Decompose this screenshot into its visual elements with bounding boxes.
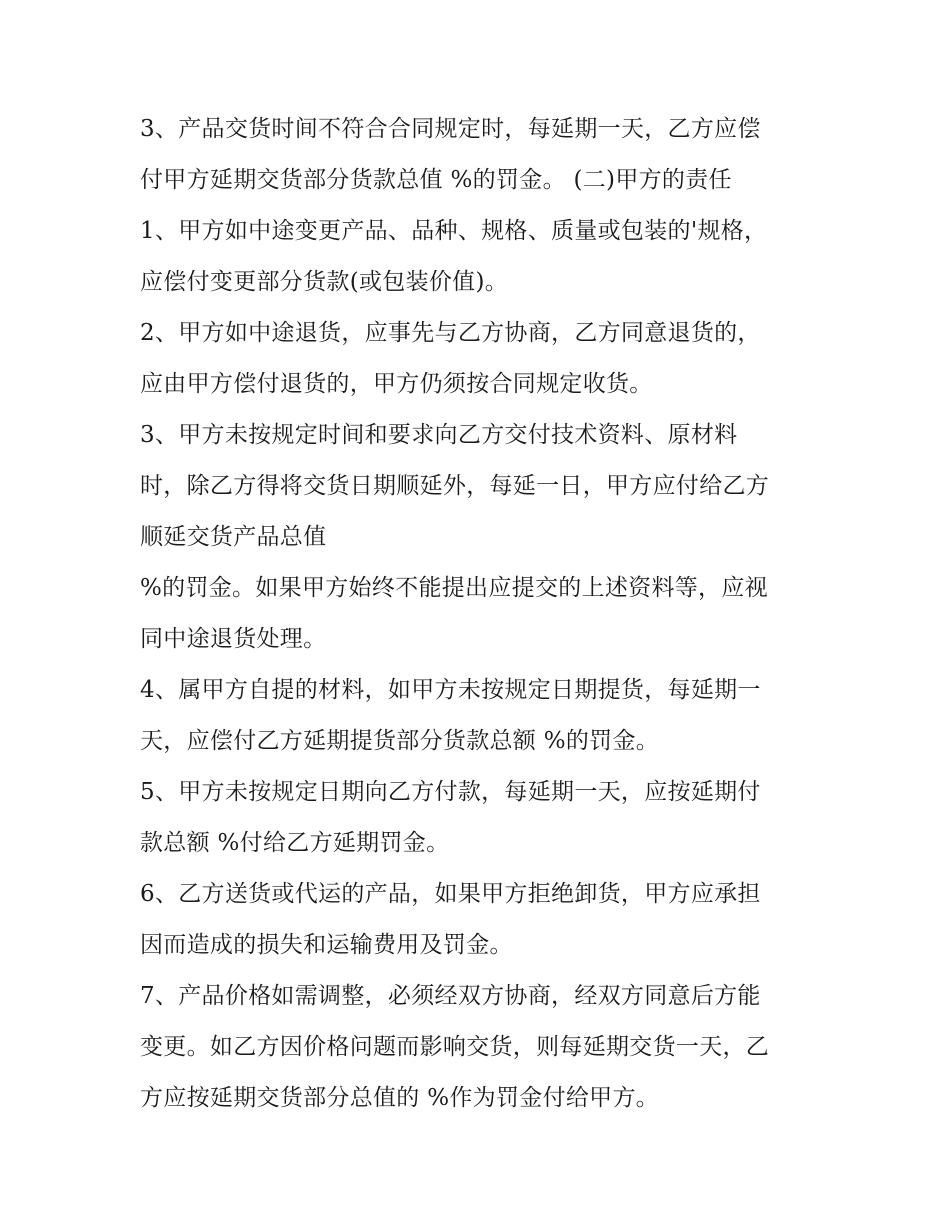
- text-line: 7、产品价格如需调整，必须经双方协商，经双方同意后方能: [140, 983, 761, 1009]
- document-body: [140, 104, 830, 1124]
- text-line: 款总额 %付给乙方延期罚金。: [140, 830, 450, 856]
- text-line: 3、甲方未按规定时间和要求向乙方交付技术资料、原材料: [140, 422, 738, 448]
- text-line: 天，应偿付乙方延期提货部分货款总额 %的罚金。: [140, 728, 660, 754]
- text-line: 付甲方延期交货部分货款总值 %的罚金。 (二)甲方的责任: [140, 167, 732, 193]
- text-line: 同中途退货处理。: [140, 626, 327, 652]
- text-line: 应偿付变更部分货款(或包装价值)。: [140, 269, 509, 295]
- text-line: 5、甲方未按规定日期向乙方付款，每延期一天，应按延期付: [140, 779, 761, 805]
- text-line: 4、属甲方自提的材料，如甲方未按规定日期提货，每延期一: [140, 677, 761, 703]
- text-line: 6、乙方送货或代运的产品，如果甲方拒绝卸货，甲方应承担: [140, 881, 761, 907]
- text-line: 2、甲方如中途退货，应事先与乙方协商，乙方同意退货的，: [140, 320, 761, 346]
- text-line: 时，除乙方得将交货日期顺延外，每延一日，甲方应付给乙方: [140, 473, 770, 499]
- text-line: 方应按延期交货部分总值的 %作为罚金付给甲方。: [140, 1085, 660, 1111]
- text-line: 因而造成的损失和运输费用及罚金。: [140, 932, 513, 958]
- text-line: %的罚金。如果甲方始终不能提出应提交的上述资料等，应视: [140, 575, 768, 601]
- text-line: 3、产品交货时间不符合合同规定时，每延期一天，乙方应偿: [140, 116, 761, 142]
- text-line: 变更。如乙方因价格问题而影响交货，则每延期交货一天，乙: [140, 1034, 770, 1060]
- text-line: 1、甲方如中途变更产品、品种、规格、质量或包装的'规格，: [140, 218, 768, 244]
- text-line: 应由甲方偿付退货的，甲方仍须按合同规定收货。: [140, 371, 653, 397]
- text-line: 顺延交货产品总值: [140, 524, 327, 550]
